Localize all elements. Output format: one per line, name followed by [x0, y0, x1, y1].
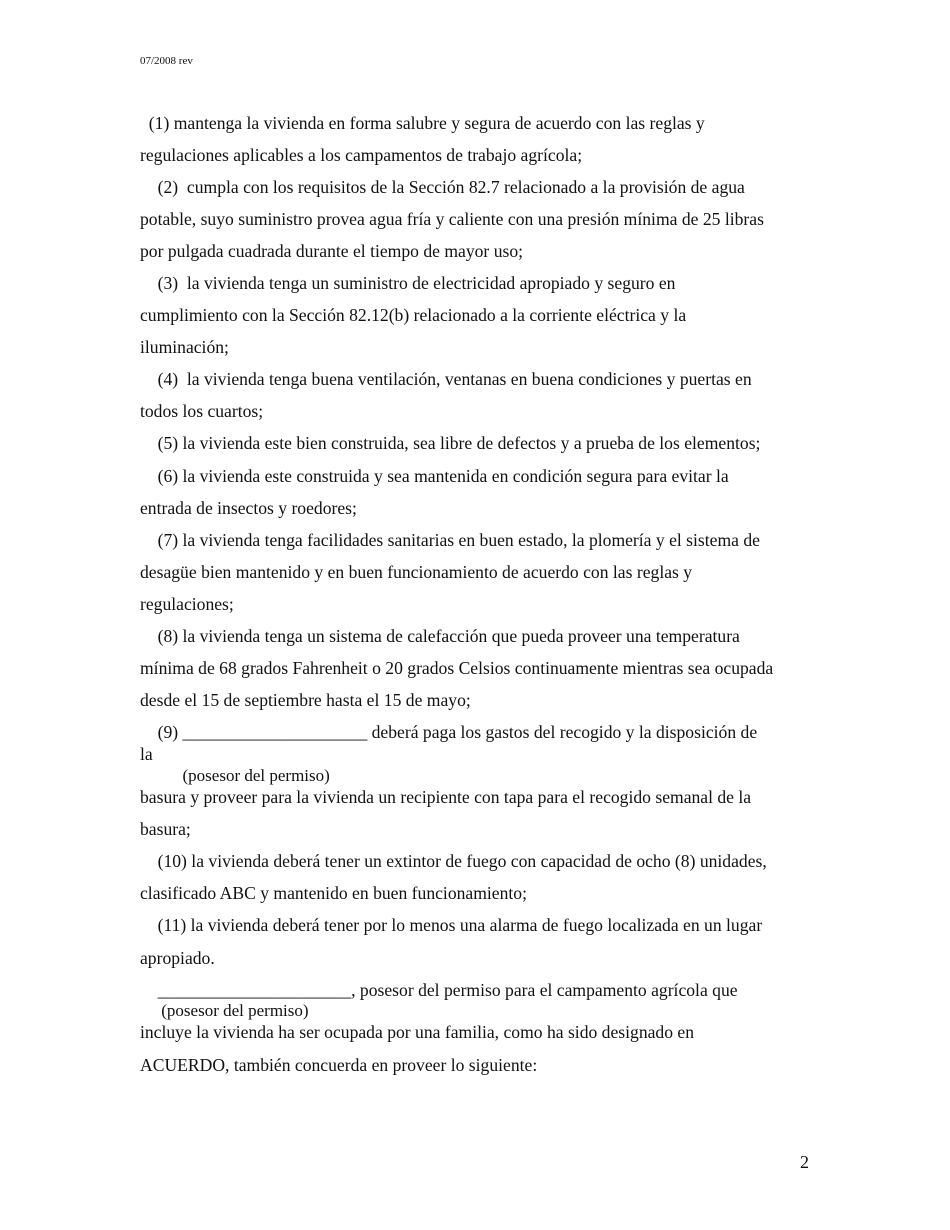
text-line: basura y proveer para la vivienda un recipiente con tapa para el recogido semanal de la	[140, 787, 752, 807]
page-number: 2	[800, 1152, 809, 1172]
text-line: (5) la vivienda este bien construida, sea libre de defectos y a prueba de los elementos;	[140, 433, 761, 453]
text-line: iluminación;	[140, 337, 229, 357]
text-line: la	[140, 744, 153, 764]
text-line: desde el 15 de septiembre hasta el 15 de mayo;	[140, 690, 471, 710]
text-line: ACUERDO, también concuerda en proveer lo siguiente:	[140, 1055, 538, 1075]
text-line: (6) la vivienda este construida y sea mantenida en condición segura para evitar la	[140, 466, 729, 486]
text-line: cumplimiento con la Sección 82.12(b) relacionado a la corriente eléctrica y la	[140, 305, 687, 325]
text-line: (7) la vivienda tenga facilidades sanitarias en buen estado, la plomería y el sistema de	[140, 530, 760, 550]
text-line: (11) la vivienda deberá tener por lo menos una alarma de fuego localizada en un lugar	[140, 915, 763, 935]
text-line: (3) la vivienda tenga un suministro de electricidad apropiado y seguro en	[140, 273, 676, 293]
blank-caption: (posesor del permiso)	[140, 1001, 309, 1020]
text-line: entrada de insectos y roedores;	[140, 498, 357, 518]
text-line: apropiado.	[140, 948, 215, 968]
text-line: (1) mantenga la vivienda en forma salubre y segura de acuerdo con las reglas y	[140, 113, 705, 133]
blank-line-posesor: (9) _____________________ deberá paga los gastos del recogido y la disposición de	[140, 722, 758, 742]
text-line: todos los cuartos;	[140, 401, 264, 421]
blank-line-posesor: ______________________, posesor del permiso para el campamento agrícola que	[140, 980, 738, 1000]
text-line: basura;	[140, 819, 191, 839]
text-line: (2) cumpla con los requisitos de la Sección 82.7 relacionado a la provisión de agua	[140, 177, 745, 197]
text-line: potable, suyo suministro provea agua fría y caliente con una presión mínima de 25 libras	[140, 209, 764, 229]
text-line: (8) la vivienda tenga un sistema de calefacción que pueda proveer una temperatura	[140, 626, 740, 646]
text-line: clasificado ABC y mantenido en buen funcionamiento;	[140, 883, 527, 903]
text-line: (10) la vivienda deberá tener un extintor de fuego con capacidad de ocho (8) unidades,	[140, 851, 767, 871]
revision-header: 07/2008 rev	[140, 55, 193, 67]
text-line: mínima de 68 grados Fahrenheit o 20 grados Celsios continuamente mientras sea ocupada	[140, 658, 774, 678]
text-line: regulaciones aplicables a los campamentos de trabajo agrícola;	[140, 145, 583, 165]
text-line: por pulgada cuadrada durante el tiempo de mayor uso;	[140, 241, 524, 261]
text-line: incluye la vivienda ha ser ocupada por una familia, como ha sido designado en	[140, 1022, 695, 1042]
blank-caption: (posesor del permiso)	[140, 766, 330, 785]
text-line: regulaciones;	[140, 594, 234, 614]
text-line: (4) la vivienda tenga buena ventilación, ventanas en buena condiciones y puertas en	[140, 369, 752, 389]
text-line: desagüe bien mantenido y en buen funcionamiento de acuerdo con las reglas y	[140, 562, 693, 582]
